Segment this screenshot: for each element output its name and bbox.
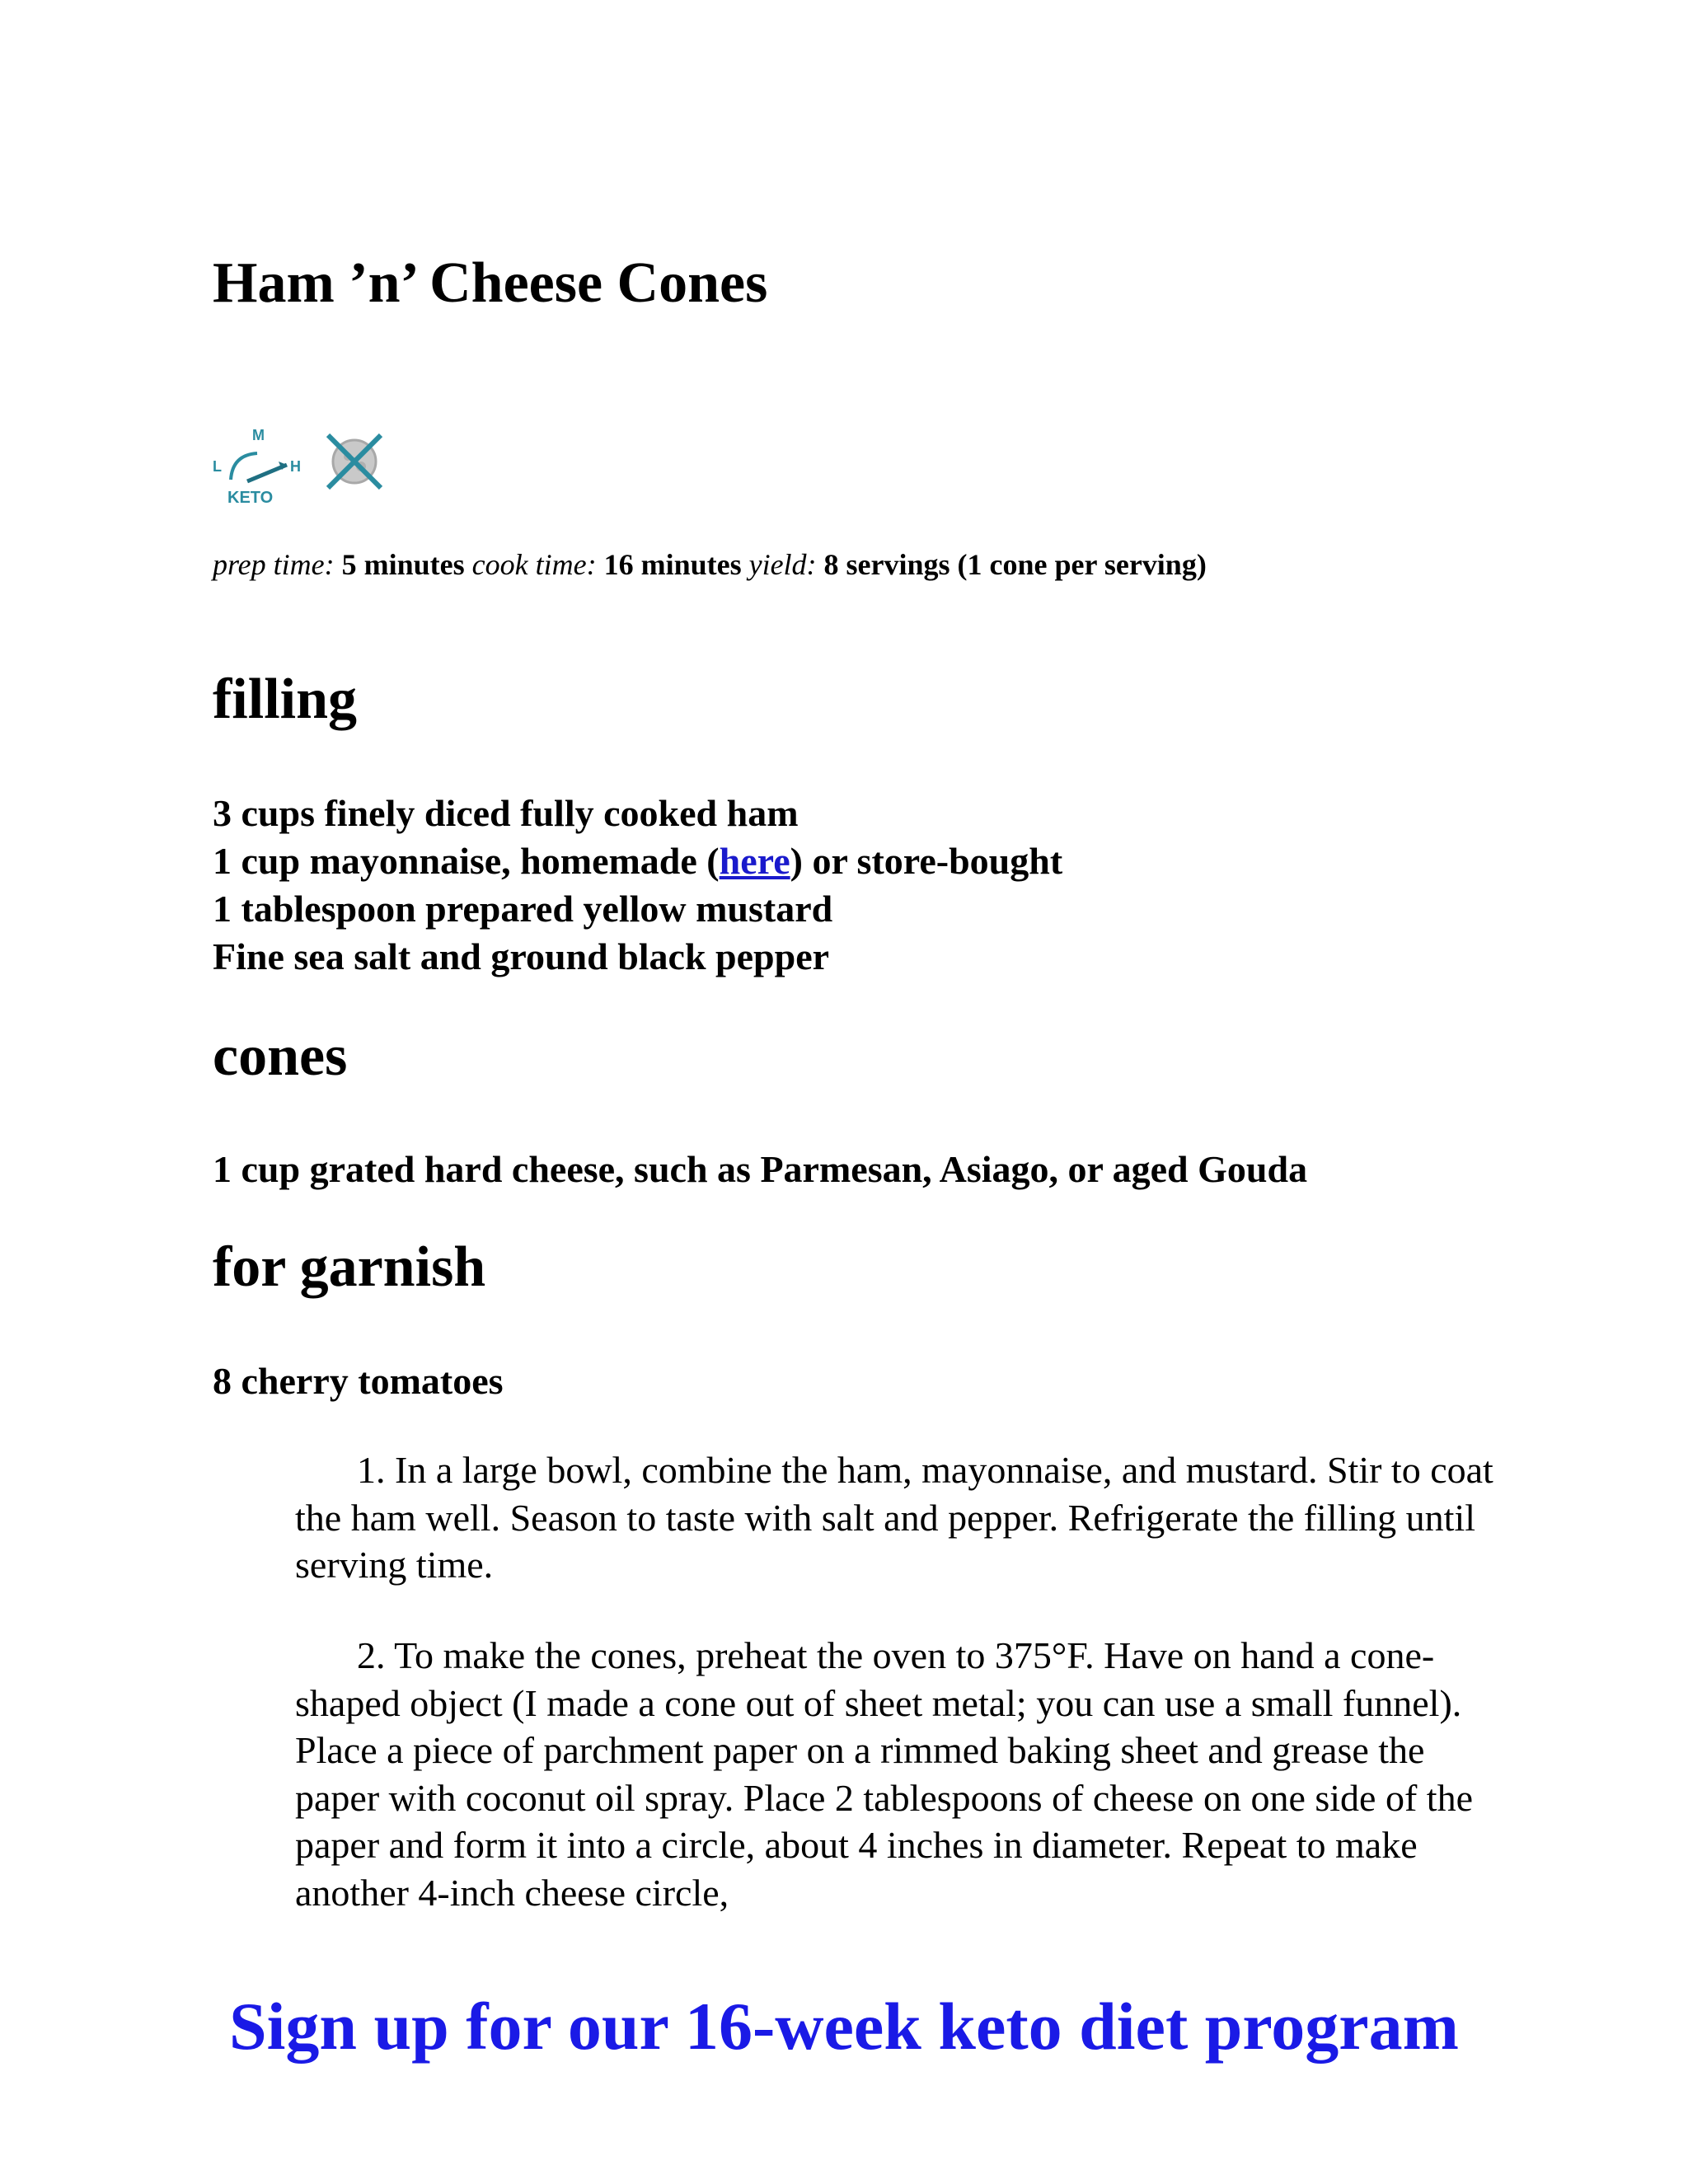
section-heading-filling: filling xyxy=(213,668,358,731)
ingredient-item: 1 tablespoon prepared yellow mustard xyxy=(213,888,833,930)
gauge-arc xyxy=(231,453,257,480)
instruction-step: 2. To make the cones, preheat the oven to 375°F. Have on hand a cone-shaped object (I made a cone out of sheet metal; you can use a small funnel). Place a piece of parchment paper on a rimmed baking sheet and grease the paper with coconut oil spray. Place 2 tablespoons of cheese on one side of the paper and form it into a circle, about 4 inches in diameter. Repeat to make another 4-inch cheese circle, xyxy=(295,1634,1473,1914)
cook-time-label: cook time: xyxy=(471,548,597,581)
diet-badges xyxy=(209,419,399,518)
gauge-keto-label: KETO xyxy=(227,489,274,507)
cook-time-value: 16 minutes xyxy=(603,548,742,581)
gauge-high-label: H xyxy=(290,458,301,475)
ingredient-item: 8 cherry tomatoes xyxy=(213,1360,504,1402)
ingredient-list-garnish xyxy=(213,1357,504,1405)
instruction-step: 1. In a large bowl, combine the ham, mayonnaise, and mustard. Stir to coat the ham well. Season to taste with salt and pepper. Refrigerate the filling until serving time. xyxy=(295,1449,1493,1586)
ingredient-item: Fine sea salt and ground black pepper xyxy=(213,935,830,977)
recipe-meta xyxy=(213,547,1207,583)
prep-time-value: 5 minutes xyxy=(341,548,465,581)
section-heading-cones: cones xyxy=(213,1024,348,1088)
yield-label: yield: xyxy=(748,548,817,581)
ingredient-list-cones xyxy=(213,1146,1307,1193)
prep-time-label: prep time: xyxy=(213,548,335,581)
ingredient-item: 1 cup grated hard cheese, such as Parmesan, Asiago, or aged Gouda xyxy=(213,1148,1308,1190)
section-heading-garnish: for garnish xyxy=(213,1235,486,1299)
gauge-needle xyxy=(247,465,287,481)
ingredient-list-filling xyxy=(213,790,1062,981)
gauge-medium-label: M xyxy=(252,427,265,443)
homemade-mayo-link[interactable]: here xyxy=(719,840,790,882)
recipe-title: Ham ’n’ Cheese Cones xyxy=(213,251,768,315)
ingredient-item-mayonnaise: 1 cup mayonnaise, homemade (here) or store-bought xyxy=(213,840,1063,882)
yield-value: 8 servings (1 cone per serving) xyxy=(823,548,1207,581)
ingredient-item: 3 cups finely diced fully cooked ham xyxy=(213,792,799,834)
nut-free-icon xyxy=(321,429,387,494)
signup-cta-link[interactable]: Sign up for our 16-week keto diet program xyxy=(229,1989,1459,2064)
gauge-low-label: L xyxy=(213,458,222,475)
